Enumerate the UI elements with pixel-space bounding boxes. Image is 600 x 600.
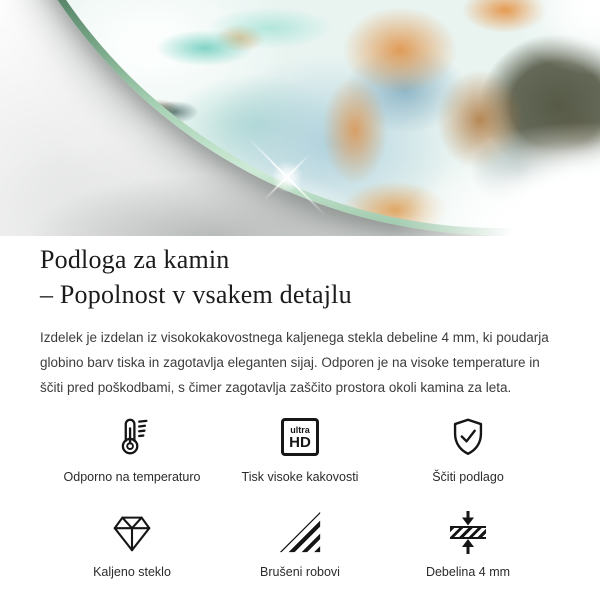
glass-panel-edge	[0, 0, 600, 235]
thermometer-icon	[109, 413, 155, 461]
feature-label: Brušeni robovi	[260, 565, 340, 579]
thickness-icon	[450, 508, 486, 556]
product-info-section	[0, 236, 600, 579]
glass-panel-marble-art	[0, 0, 600, 228]
feature-print-quality	[216, 413, 384, 484]
features-grid	[40, 413, 560, 579]
page-title-line2: – Popolnost v vsakem detajlu	[40, 280, 352, 309]
feature-beveled-edges	[216, 508, 384, 579]
product-photo	[0, 0, 600, 236]
ultra-hd-icon	[281, 413, 319, 461]
feature-label: Ščiti podlago	[432, 470, 504, 484]
feature-temperature	[48, 413, 216, 484]
page-title	[40, 242, 560, 312]
page-title-line1: Podloga za kamin	[40, 245, 230, 274]
feature-protects-surface	[384, 413, 552, 484]
shield-check-icon	[445, 413, 491, 461]
ultra-hd-icon-text-top: ultra	[290, 424, 310, 435]
diamond-icon	[109, 508, 155, 556]
feature-tempered-glass	[48, 508, 216, 579]
feature-thickness	[384, 508, 552, 579]
beveled-edges-icon	[279, 508, 321, 556]
feature-label: Kaljeno steklo	[93, 565, 171, 579]
product-description: Izdelek je izdelan iz visokokakovostnega kaljenega stekla debeline 4 mm, ki poudarja globino barv tiska in zagotavlja eleganten sijaj. Odporen je na visoke temperature in ščiti pred poškodbami, s čimer zagotavlja zaščito prostora okoli kamina za leta.	[40, 330, 549, 395]
feature-label: Tisk visoke kakovosti	[241, 470, 359, 484]
feature-label: Debelina 4 mm	[425, 565, 511, 579]
feature-label: Odporno na temperaturo	[63, 470, 201, 484]
ultra-hd-icon-text-bottom: HD	[289, 433, 311, 451]
